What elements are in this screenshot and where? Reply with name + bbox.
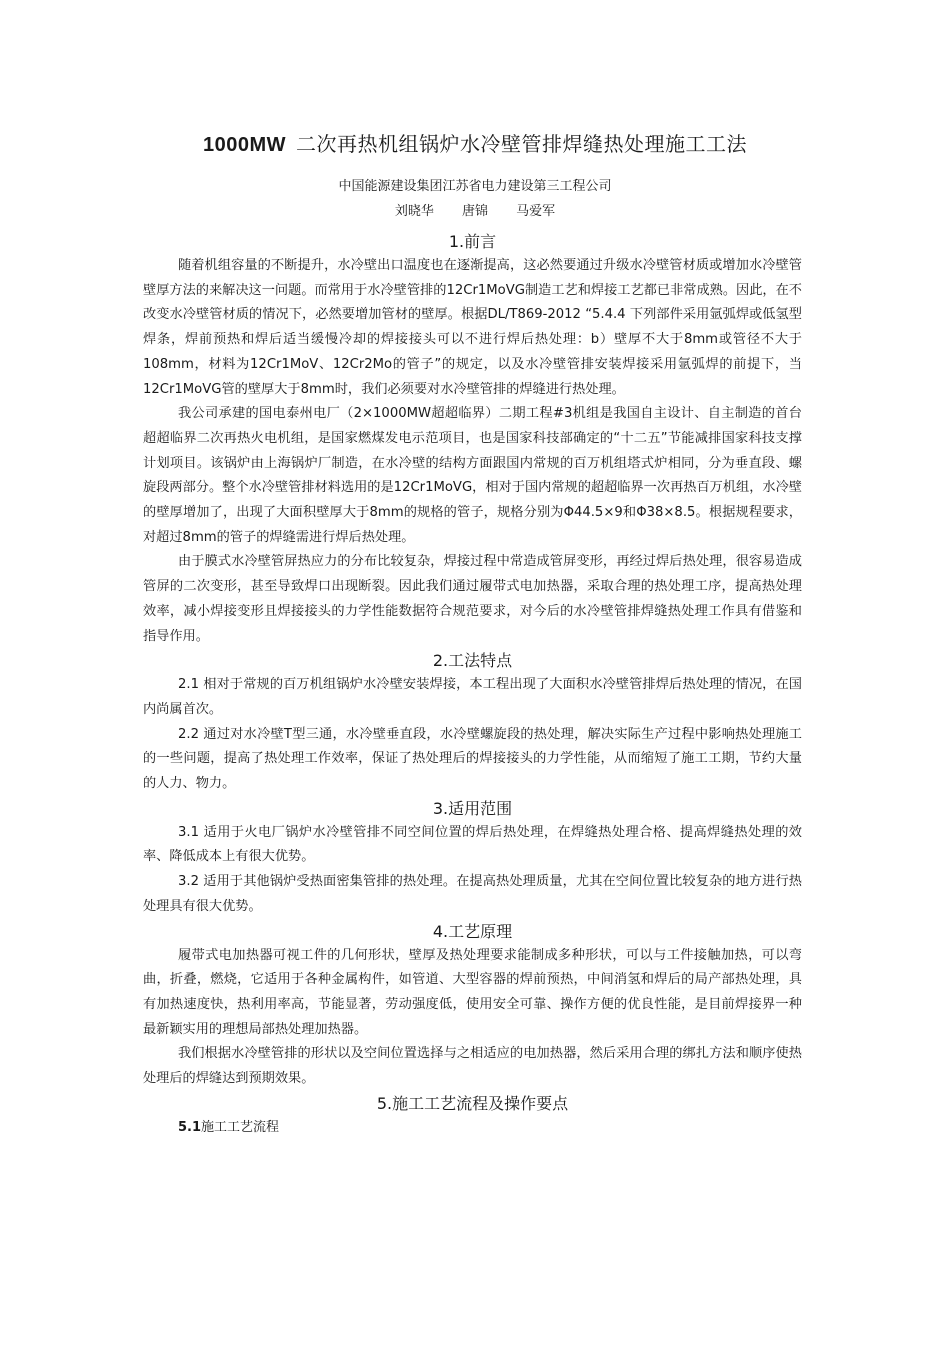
section-heading-5: 5.施工工艺流程及操作要点 [376,1093,569,1113]
author-3: 马爱军 [516,204,556,219]
title-text: 二次再热机组锅炉水冷壁管排焊缝热处理施工工法 [296,132,748,156]
organization: 中国能源建设集团江苏省电力建设第三工程公司 [338,179,612,194]
section-1-paragraph-1: 随着机组容量的不断提升，水冷壁出口温度也在逐渐提高，这必然要通过升级水冷壁管材质或增加水冷壁管壁厚方法的来解决这一问题。而常用于水冷壁管排的12Cr1MoVG制造工艺和焊接工艺都已非常成熟。因此，在不改变水冷壁管材质的情况下，必然要增加管材的壁厚。根据DL/T869-2012 “5.4.4 下列部件采用氩弧焊或低氢型焊条，焊前预热和焊后适当缓慢冷却的焊接接头可以不进行焊后热处理：b）壁厚不大于8mm或管径不大于108mm，材料为12Cr1MoV、12Cr2Mo的管子”的规定，以及水冷壁管排安装焊接采用氩弧焊的前提下，当12Cr1MoVG管的壁厚大于8mm时，我们必须要对水冷壁管排的焊缝进行热处理。 [143,258,802,397]
section-heading-3: 3.适用范围 [432,798,513,818]
subsection-title: 施工工艺流程 [201,1119,280,1135]
title-bold-part: 1000MW [202,134,287,156]
author-2: 唐锦 [461,204,488,219]
subsection-number: 5.1 [178,1119,202,1135]
section-1-paragraph-3: 由于膜式水冷壁管屏热应力的分布比较复杂，焊接过程中常造成管屏变形，再经过焊后热处理，很容易造成管屏的二次变形，甚至导致焊口出现断裂。因此我们通过履带式电加热器，采取合理的热处理工序，提高热处理效率，减小焊接变形且焊接接头的力学性能数据符合规范要求，对今后的水冷壁管排焊缝热处理工作具有借鉴和指导作用。 [143,554,802,644]
section-heading-4: 4.工艺原理 [432,921,513,941]
document-body [143,230,802,1140]
section-3-paragraph-1: 3.1 适用于火电厂锅炉水冷壁管排不同空间位置的焊后热处理，在焊缝热处理合格、提高焊缝热处理的效率、降低成本上有很大优势。 [143,824,802,865]
author-list [0,203,950,221]
subsection-heading [143,1116,802,1140]
section-heading-1: 1.前言 [448,232,497,251]
section-heading-2: 2.工法特点 [432,651,513,671]
section-4-paragraph-2: 我们根据水冷壁管排的形状以及空间位置选择与之相适应的电加热器，然后采用合理的绑扎方法和顺序使热处理后的焊缝达到预期效果。 [143,1046,802,1087]
section-4-paragraph-1: 履带式电加热器可视工件的几何形状，壁厚及热处理要求能制成多种形状，可以与工件接触加热，可以弯曲，折叠，燃烧，它适用于各种金属构件，如管道、大型容器的焊前预热，中间消氢和焊后的局产部热处理，具有加热速度快，热利用率高，节能显著，劳动强度低，使用安全可靠、操作方便的优良性能，是目前焊接界一种最新颖实用的理想局部热处理加热器。 [143,947,802,1037]
section-3-paragraph-2: 3.2 适用于其他锅炉受热面密集管排的热处理。在提高热处理质量，尤其在空间位置比较复杂的地方进行热处理具有很大优势。 [143,874,802,914]
document-title [0,131,950,158]
section-2-paragraph-2: 2.2 通过对水冷壁T型三通，水冷壁垂直段，水冷壁螺旋段的热处理，解决实际生产过程中影响热处理施工的一些问题，提高了热处理工作效率，保证了热处理后的焊接接头的力学性能，从而缩短了施工工期，节约大量的人力、物力。 [143,726,802,792]
author-1: 刘晓华 [394,204,434,219]
section-1-paragraph-2: 我公司承建的国电泰州电厂（2×1000MW超超临界）二期工程#3机组是我国自主设计、自主制造的首台超超临界二次再热火电机组，是国家燃煤发电示范项目，也是国家科技部确定的“十二五”节能减排国家科技支撑计划项目。该锅炉由上海锅炉厂制造，在水冷壁的结构方面跟国内常规的百万机组塔式炉相同，分为垂直段、螺旋段两部分。整个水冷壁管排材料选用的是12Cr1MoVG，相对于国内常规的超超临界一次再热百万机组，水冷壁的壁厚增加了，出现了大面积壁厚大于8mm的规格的管子，规格分别为Φ44.5×9和Φ38×8.5。根据规程要求，对超过8mm的管子的焊缝需进行焊后热处理。 [143,406,802,545]
section-2-paragraph-1: 2.1 相对于常规的百万机组锅炉水冷壁安装焊接，本工程出现了大面积水冷壁管排焊后热处理的情况，在国内尚属首次。 [143,677,802,717]
